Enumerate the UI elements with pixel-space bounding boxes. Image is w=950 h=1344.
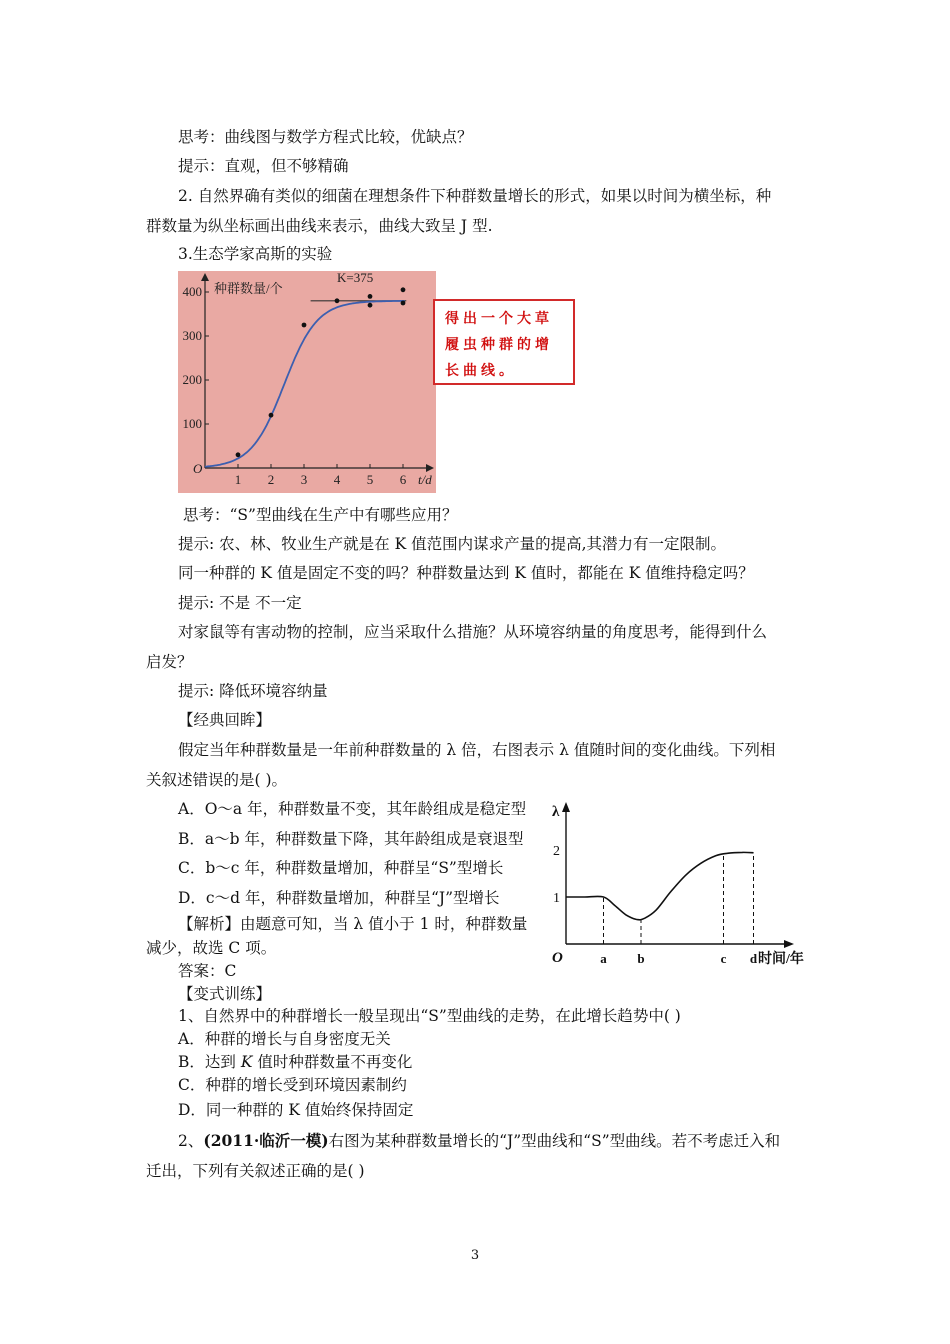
page-number: 3 [470,1248,480,1263]
analysis-line-1: 【解析】由题意可知，当 λ 值小于 1 时，种群数量 [178,915,528,933]
data-point [368,294,373,299]
data-point [269,413,274,418]
option-b: B．a～b 年，种群数量下降，其年龄组成是衰退型 [178,830,524,848]
rat-question-line-2: 启发？ [146,653,193,671]
y-axis-label: λ [552,804,560,820]
variant-1-option-b-post: 值时种群数量不再变化 [252,1053,413,1071]
variant-1-option-b-pre: B．达到 [178,1053,241,1071]
paragraph-3-heading: 3.生态学家高斯的实验 [178,245,333,263]
x-tick-label: 1 [234,472,242,487]
lambda-curve [566,852,754,919]
k-value-question: 同一种群的 K 值是固定不变的吗？种群数量达到 K 值时，都能在 K 值维持稳定吗？ [178,564,754,582]
option-a: A．O～a 年，种群数量不变，其年龄组成是稳定型 [178,800,527,818]
hint-4: 提示: 降低环境容纳量 [178,682,328,700]
data-point [302,323,307,328]
y-axis-arrow [562,802,570,812]
y-tick-label: 100 [182,416,202,431]
hint-1: 提示：直观，但不够精确 [178,157,349,175]
callout-box: 得出一个大草履虫种群的增长曲线。 [433,299,575,385]
x-axis-label: t/d [418,472,432,487]
y-tick-label: 1 [553,891,560,906]
variant-1-option-d: D．同一种群的 K 值始终保持固定 [178,1101,414,1119]
option-c: C．b～c 年，种群数量增加，种群呈“S”型增长 [178,859,504,877]
variant-2-number: 2、 [178,1132,204,1150]
hint-3: 提示: 不是 不一定 [178,594,302,612]
paragraph-2-line-2: 群数量为纵坐标画出曲线来表示，曲线大致呈 J 型. [146,217,493,235]
lambda-chart [548,796,818,978]
data-point [236,452,241,457]
variant-question-1: 1、自然界中的种群增长一般呈现出“S”型曲线的走势，在此增长趋势中( ) [178,1007,681,1025]
x-tick-label: a [600,951,607,966]
x-axis-label: 时间/年 [758,952,804,967]
y-tick-label: 300 [182,328,202,343]
think-question-1: 思考：曲线图与数学方程式比较，优缺点？ [178,128,473,146]
variant-1-option-a: A．种群的增长与自身密度无关 [178,1030,391,1048]
variant-1-option-b-k: K [240,1053,253,1071]
x-tick-label: 2 [267,472,275,487]
rat-question-line-1: 对家鼠等有害动物的控制，应当采取什么措施？从环境容纳量的角度思考，能得到什么 [178,623,768,641]
x-tick-label: 4 [333,472,341,487]
variant-question-2-line-1 [178,1131,780,1151]
variant-1-option-b [178,1052,412,1072]
data-point [401,287,406,292]
x-tick-label: 5 [366,472,374,487]
x-axis-arrow [784,940,794,948]
classic-question-line-2: 关叙述错误的是( )。 [146,771,288,789]
data-point [368,303,373,308]
x-tick-label: 3 [300,472,308,487]
classic-review-heading: 【经典回眸】 [178,711,272,729]
k-annotation: K=375 [337,271,374,285]
variant-1-option-c: C．种群的增长受到环境因素制约 [178,1076,407,1094]
gause-chart-svg [178,271,436,493]
y-axis-label: 种群数量/个 [214,281,283,296]
y-tick-label: 200 [182,372,202,387]
data-point [335,298,340,303]
chart-background [178,271,436,493]
option-d: D．c～d 年，种群数量增加，种群呈“J”型增长 [178,889,500,907]
y-tick-label: 2 [553,844,560,859]
x-tick-label: b [637,951,645,966]
gause-growth-chart [178,271,436,497]
classic-question-line-1: 假定当年种群数量是一年前种群数量的 λ 倍，右图表示 λ 值随时间的变化曲线。下列相 [178,741,776,759]
hint-2: 提示: 农、林、牧业生产就是在 K 值范围内谋求产量的提高,其潜力有一定限制。 [178,535,727,553]
answer: 答案：C [178,962,237,980]
analysis-line-2: 减少，故选 C 项。 [146,939,277,957]
y-tick-label: 400 [182,284,202,299]
variant-training-heading: 【变式训练】 [178,985,272,1003]
variant-2-source: (2011·临沂一模) [203,1131,329,1150]
paragraph-2-line-1: 2. 自然界确有类似的细菌在理想条件下种群数量增长的形式，如果以时间为横坐标，种 [178,187,772,205]
x-tick-label: 6 [399,472,407,487]
origin-label: O [193,461,203,476]
variant-2-text: 右图为某种群数量增长的“J”型曲线和“S”型曲线。若不考虑迁入和 [328,1132,781,1150]
data-point [401,301,406,306]
think-question-2: 思考：“S”型曲线在生产中有哪些应用？ [183,506,458,524]
origin-label: O [552,950,563,966]
x-tick-label: d [749,951,758,966]
x-tick-label: c [720,951,727,966]
variant-question-2-line-2: 迁出，下列有关叙述正确的是( ) [146,1162,365,1180]
lambda-chart-svg [548,796,818,974]
